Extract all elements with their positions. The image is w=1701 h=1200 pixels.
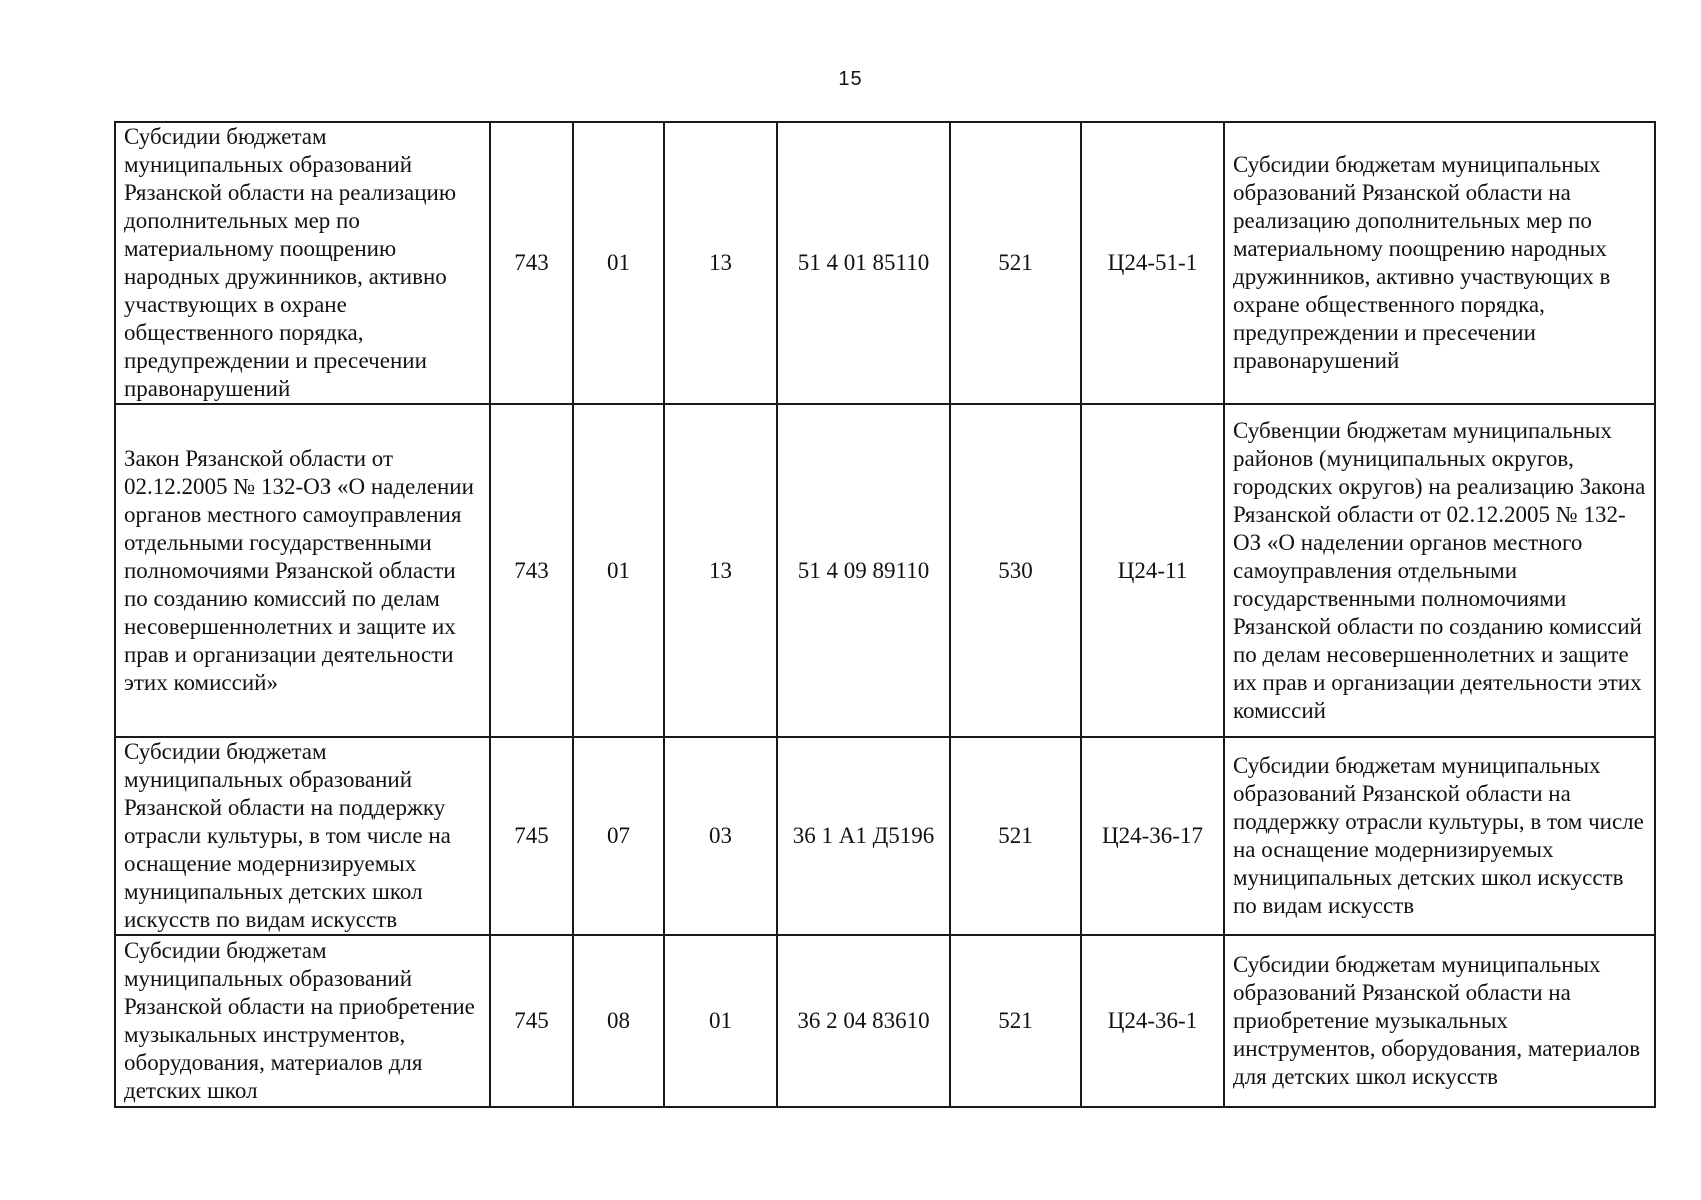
target-article-cell: 36 1 А1 Д5196 — [777, 737, 950, 935]
page-number: 15 — [838, 68, 863, 90]
row-name-cell: Субсидии бюджетам муниципальных образований Рязанской области на приобретение музыкальных инструментов, оборудования, материалов для детских школ — [115, 935, 490, 1107]
expense-type-cell: 530 — [950, 404, 1081, 737]
section-cell: 07 — [573, 737, 664, 935]
subsection-cell: 03 — [664, 737, 777, 935]
code-cell: Ц24-36-17 — [1081, 737, 1224, 935]
subsection-cell: 13 — [664, 122, 777, 404]
grbs-cell: 743 — [490, 404, 573, 737]
expense-type-cell: 521 — [950, 122, 1081, 404]
code-cell: Ц24-36-1 — [1081, 935, 1224, 1107]
grbs-cell: 743 — [490, 122, 573, 404]
target-article-cell: 51 4 09 89110 — [777, 404, 950, 737]
table-row — [115, 404, 1655, 737]
grbs-cell: 745 — [490, 935, 573, 1107]
result-cell: Субсидии бюджетам муниципальных образований Рязанской области на поддержку отрасли культуры, в том числе на оснащение модернизируемых муниципальных детских школ искусств по видам искусств — [1224, 737, 1655, 935]
row-name-cell: Закон Рязанской области от 02.12.2005 № 132-ОЗ «О наделении органов местного самоуправления отдельными государственными полномочиями Рязанской области по созданию комиссий по делам несовершеннолетних и защите их прав и организации деятельности этих комиссий» — [115, 404, 490, 737]
budget-classification-table — [114, 121, 1656, 1108]
result-cell: Субсидии бюджетам муниципальных образований Рязанской области на реализацию дополнительных мер по материальному поощрению народных дружинников, активно участвующих в охране общественного порядка, предупреждении и пресечении правонарушений — [1224, 122, 1655, 404]
result-cell: Субсидии бюджетам муниципальных образований Рязанской области на приобретение музыкальных инструментов, оборудования, материалов для детских школ искусств — [1224, 935, 1655, 1107]
table-row — [115, 935, 1655, 1107]
expense-type-cell: 521 — [950, 737, 1081, 935]
subsection-cell: 13 — [664, 404, 777, 737]
result-cell: Субвенции бюджетам муниципальных районов (муниципальных округов, городских округов) на реализацию Закона Рязанской области от 02.12.2005 № 132-ОЗ «О наделении органов местного самоуправления отдельными государственными полномочиями Рязанской области по созданию комиссий по делам несовершеннолетних и защите их прав и организации деятельности этих комиссий — [1224, 404, 1655, 737]
table-row — [115, 122, 1655, 404]
table-row — [115, 737, 1655, 935]
code-cell: Ц24-11 — [1081, 404, 1224, 737]
target-article-cell: 36 2 04 83610 — [777, 935, 950, 1107]
row-name-cell: Субсидии бюджетам муниципальных образований Рязанской области на поддержку отрасли культуры, в том числе на оснащение модернизируемых муниципальных детских школ искусств по видам искусств — [115, 737, 490, 935]
subsection-cell: 01 — [664, 935, 777, 1107]
code-cell: Ц24-51-1 — [1081, 122, 1224, 404]
grbs-cell: 745 — [490, 737, 573, 935]
target-article-cell: 51 4 01 85110 — [777, 122, 950, 404]
section-cell: 01 — [573, 404, 664, 737]
expense-type-cell: 521 — [950, 935, 1081, 1107]
row-name-cell: Субсидии бюджетам муниципальных образований Рязанской области на реализацию дополнительных мер по материальному поощрению народных дружинников, активно участвующих в охране общественного порядка, предупреждении и пресечении правонарушений — [115, 122, 490, 404]
section-cell: 01 — [573, 122, 664, 404]
section-cell: 08 — [573, 935, 664, 1107]
